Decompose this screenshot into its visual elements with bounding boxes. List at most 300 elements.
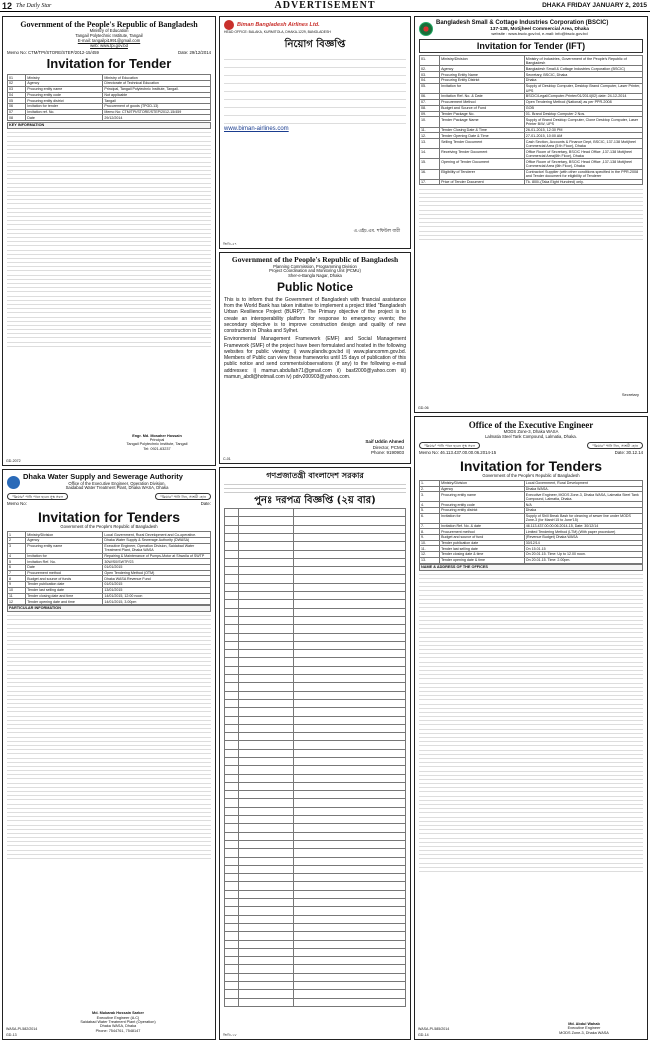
table-cell — [225, 807, 239, 815]
row-number: 05 — [8, 98, 26, 104]
table-cell — [225, 915, 239, 923]
table-cell — [225, 509, 239, 517]
table-row — [420, 139, 643, 149]
table-cell — [225, 675, 239, 683]
table-cell — [225, 724, 239, 732]
table-cell — [225, 683, 239, 691]
table-cell — [293, 675, 405, 683]
table-row — [225, 600, 406, 608]
tender-table — [419, 480, 643, 564]
table-cell — [225, 816, 239, 824]
row-label: Procuring entity district — [26, 98, 103, 104]
row-label: Invitation Ref. No. & Date — [440, 94, 525, 100]
table-cell — [225, 940, 239, 948]
table-row — [225, 550, 406, 558]
tender-title: Invitation for Tenders — [37, 509, 181, 526]
table-cell — [293, 608, 405, 616]
row-number: 16. — [420, 169, 440, 179]
masthead — [0, 0, 650, 12]
table-cell — [293, 940, 405, 948]
row-number: 07 — [8, 109, 26, 115]
row-number: 04. — [420, 78, 440, 84]
table-cell — [293, 691, 405, 699]
table-cell — [225, 658, 239, 666]
office-lines — [224, 481, 406, 492]
memo-number: Memo No: — [7, 501, 27, 507]
table-cell — [293, 716, 405, 724]
table-row — [225, 982, 406, 990]
lged-retender-ad — [219, 467, 411, 1040]
table-row — [225, 874, 406, 882]
signatory-name: Md. Mubarak Hossain Sarker — [92, 1011, 144, 1016]
table-cell — [225, 874, 239, 882]
table-cell — [293, 915, 405, 923]
table-cell — [225, 533, 239, 541]
row-number: 02. — [420, 66, 440, 72]
table-cell — [293, 816, 405, 824]
table-cell — [225, 666, 239, 674]
row-number: 04 — [8, 92, 26, 98]
table-cell — [293, 550, 405, 558]
table-cell — [293, 600, 405, 608]
row-value: Repairing & Maintenance of Pumps-Motor at Shwolla of SWTP — [103, 553, 211, 559]
table-row — [225, 791, 406, 799]
row-number: 06 — [8, 103, 26, 109]
table-cell — [239, 699, 293, 707]
signatory-phone: Phone: 7544761, 7548147 — [95, 1028, 141, 1033]
section-title: ADVERTISEMENT — [274, 0, 376, 11]
row-number: 10. — [420, 117, 440, 127]
row-number: 08 — [8, 115, 26, 121]
corp-address: 137-138, Motijheel Commercial Area, Dhaka — [490, 26, 589, 32]
table-cell — [239, 948, 293, 956]
table-cell — [225, 948, 239, 956]
table-cell — [239, 957, 293, 965]
bscic-tender-ad — [414, 16, 648, 413]
dhaka-wasa-tender-ad — [2, 469, 216, 1040]
row-value: Tangail — [103, 98, 211, 104]
row-value: 01/01/2015 — [103, 582, 211, 588]
row-number: 4. — [420, 502, 440, 508]
row-label: Procurement method — [26, 570, 103, 576]
table-cell — [225, 741, 239, 749]
table-row — [225, 940, 406, 948]
table-row — [8, 115, 211, 121]
head-office-address: HEAD OFFICE: BALAKA, KURMITOLA, DHAKA-1229, BANGLADESH — [224, 30, 331, 34]
row-number: 11. — [420, 127, 440, 133]
table-cell — [239, 509, 293, 517]
table-cell — [293, 658, 405, 666]
table-cell — [225, 592, 239, 600]
table-cell — [225, 716, 239, 724]
tender-title: Invitation for Tender — [46, 56, 172, 72]
row-label: Ministry/Division — [440, 480, 525, 486]
unit: Project Coordination and Monitoring Unit (PCMU) — [269, 268, 361, 274]
slogan-1: "ক্লিয়ার" পানি পানে হবেন সুস্থ সবল — [7, 493, 68, 500]
tender-title: Invitation for Tender (IFT) — [419, 39, 643, 53]
table-row — [225, 766, 406, 774]
row-number: 01 — [8, 75, 26, 81]
notice-title: নিয়োগ বিজ্ঞপ্তি — [284, 38, 346, 50]
table-cell — [225, 957, 239, 965]
table-row — [225, 799, 406, 807]
table-row — [225, 724, 406, 732]
table-cell — [293, 907, 405, 915]
row-value: BSCIC/Legal/Computer-Printer/01/2014(02) date: 24-12-2014 — [524, 94, 642, 100]
table-row — [420, 513, 643, 523]
table-cell — [225, 766, 239, 774]
table-cell — [239, 807, 293, 815]
row-label: Receiving Tender Document — [440, 149, 525, 159]
row-number: 2. — [420, 486, 440, 492]
table-row — [225, 782, 406, 790]
table-cell — [293, 650, 405, 658]
table-row — [420, 66, 643, 72]
table-row — [225, 641, 406, 649]
table-cell — [225, 633, 239, 641]
table-cell — [239, 724, 293, 732]
ad-code: GD-06 — [418, 405, 429, 410]
table-row — [420, 179, 643, 185]
retender-table — [224, 508, 406, 1007]
table-row — [420, 159, 643, 169]
row-label: Procuring entity code — [26, 92, 103, 98]
table-cell — [225, 832, 239, 840]
row-label: Budget and source of funds — [26, 576, 103, 582]
signature-block — [107, 434, 207, 451]
table-cell — [293, 583, 405, 591]
signatory-name: Engr. Md. Mosaher Hossain — [132, 433, 182, 438]
row-number: 12. — [420, 133, 440, 139]
table-cell — [225, 650, 239, 658]
row-value: Executive Engineer, Operation Division, Saidabad Water Treatment Plant, Dhaka WASA — [103, 543, 211, 553]
signatory-org: Dhaka WASA, Dhaka — [99, 1024, 137, 1029]
row-value: 01/01/2015 — [103, 564, 211, 570]
table-cell — [239, 592, 293, 600]
table-cell — [239, 666, 293, 674]
table-cell — [225, 907, 239, 915]
biman-recruitment-ad — [219, 16, 411, 249]
table-row — [420, 117, 643, 127]
table-cell — [239, 774, 293, 782]
signatory: Secretary — [621, 392, 639, 398]
table-cell — [239, 558, 293, 566]
table-row — [225, 658, 406, 666]
ad-code: WASA-PI-585/2014 — [418, 1026, 450, 1031]
table-cell — [293, 749, 405, 757]
row-label: Invitation for tender — [26, 103, 103, 109]
table-cell — [225, 782, 239, 790]
table-row — [225, 907, 406, 915]
row-label: Budget and source of fund — [440, 534, 525, 540]
row-value: Contractor/ Supplier (with other conditions specified in the PPR-2008 and Tender document for eligibility of Tenderer — [524, 169, 642, 179]
tender-table — [419, 55, 643, 185]
row-label: Invitation for — [440, 513, 525, 523]
table-row — [225, 691, 406, 699]
corp-name: Bangladesh Small & Cottage Industries Corporation (BSCIC) — [436, 20, 609, 26]
zone: MODS Zone-3, Dhaka WASA — [503, 429, 559, 435]
email-link[interactable]: E-mail: tangailpi1991@gmail.com — [77, 37, 141, 43]
ad-code-2: GD-13 — [6, 1032, 17, 1037]
row-number: 6. — [420, 513, 440, 523]
corp-website[interactable]: website : www.bscic.gov.bd, e-mail: info@bscic.gov.bd — [491, 31, 588, 37]
table-row — [225, 890, 406, 898]
table-cell — [225, 542, 239, 550]
table-cell — [239, 816, 293, 824]
table-cell — [239, 874, 293, 882]
row-value: Dhaka WASA. — [524, 486, 642, 492]
table-cell — [239, 683, 293, 691]
table-row — [225, 525, 406, 533]
row-label: Budget and Source of Fund — [440, 105, 525, 111]
slogan-2: "ক্লিয়ার" পানি নিন, সাশ্রয়ী হোন — [587, 442, 643, 449]
memo-number: Memo No: 46.113.437.00.00.06.2014-15 — [419, 450, 497, 456]
table-cell — [239, 965, 293, 973]
table-cell — [225, 890, 239, 898]
row-value: (Revenue Budget) Dhaka WASA — [524, 534, 642, 540]
website-link[interactable]: www.biman-airlines.com — [224, 126, 289, 133]
table-cell — [293, 533, 405, 541]
gov-heading: Government of the People's Republic of Bangladesh — [20, 20, 198, 29]
address: Saidabad Water Treatment Plant, Dhaka WASA, Dhaka — [65, 485, 169, 491]
name-address-heading: NAME & ADDRESS OF THE OFFICES — [419, 564, 643, 571]
table-cell — [239, 625, 293, 633]
table-row — [225, 857, 406, 865]
row-value: Ministry of Education — [103, 75, 211, 81]
row-label: Tender last selling date — [26, 587, 103, 593]
row-value: 30W/S0/SWTP/23 — [103, 559, 211, 565]
table-row — [420, 99, 643, 105]
ad-code: C-01 — [223, 456, 231, 461]
table-row — [225, 633, 406, 641]
table-cell — [225, 965, 239, 973]
signatory-tel: Tel: 0921-63237 — [143, 446, 171, 451]
table-row — [225, 973, 406, 981]
web-link[interactable]: web: www.tpi.gov.bd — [90, 42, 128, 48]
ministry: Ministry of Education — [89, 28, 129, 34]
table-row — [225, 625, 406, 633]
row-label: Invitation Ref. No. & date — [440, 523, 525, 529]
table-cell — [239, 940, 293, 948]
row-label: Agency — [26, 537, 103, 543]
table-cell — [239, 716, 293, 724]
row-label: Date — [26, 115, 103, 121]
table-row — [225, 840, 406, 848]
signatory: এ.এইচ.এম. শফিউল বারী — [353, 228, 400, 234]
row-number: 03 — [8, 86, 26, 92]
table-cell — [225, 550, 239, 558]
table-row — [420, 56, 643, 66]
row-number: 8. — [420, 529, 440, 535]
table-row — [225, 675, 406, 683]
table-cell — [225, 998, 239, 1006]
table-cell — [225, 882, 239, 890]
table-cell — [239, 782, 293, 790]
table-cell — [293, 575, 405, 583]
signatory-phone: Phone: 9190903 — [370, 449, 404, 455]
table-row — [225, 923, 406, 931]
table-row — [420, 83, 643, 93]
tender-title: Invitation for Tenders — [459, 458, 603, 475]
table-cell — [239, 932, 293, 940]
wasa-logo-icon — [7, 476, 20, 489]
table-cell — [239, 799, 293, 807]
table-cell — [239, 542, 293, 550]
memo-date: Date: 29/12/2014 — [178, 49, 211, 55]
table-row — [8, 599, 211, 605]
row-label: Agency — [26, 81, 103, 87]
row-value: Local Government, Rural Development and Co-operative. — [103, 532, 211, 538]
row-label: Tender publication date — [26, 582, 103, 588]
table-cell — [239, 899, 293, 907]
table-row — [8, 553, 211, 559]
table-cell — [293, 641, 405, 649]
ad-code-2: GD-14 — [418, 1032, 429, 1037]
biman-logo-icon — [224, 20, 234, 30]
table-row — [225, 965, 406, 973]
row-number: 03. — [420, 72, 440, 78]
table-cell — [225, 517, 239, 525]
key-information-heading: KEY INFORMATION — [7, 122, 211, 129]
table-cell — [225, 616, 239, 624]
table-cell — [293, 865, 405, 873]
paper-name: The Daily Star — [16, 3, 52, 9]
row-number: 14. — [420, 149, 440, 159]
row-label: Ministry — [26, 75, 103, 81]
table-row — [225, 899, 406, 907]
table-row — [225, 832, 406, 840]
table-cell — [225, 849, 239, 857]
ad-code: জিডি-১৮ — [223, 1032, 237, 1037]
notice-title: Public Notice — [276, 280, 353, 295]
row-number: 9 — [8, 582, 26, 588]
ad-code: GD-2072 — [6, 458, 21, 463]
table-cell — [293, 567, 405, 575]
retender-title: পুনঃ দরপত্র বিজ্ঞপ্তি (২য় বার) — [254, 494, 376, 506]
table-cell — [225, 641, 239, 649]
table-cell — [239, 849, 293, 857]
table-cell — [293, 957, 405, 965]
row-label: Selling Tender Document — [440, 139, 525, 149]
tender-table — [7, 531, 211, 605]
table-row — [225, 882, 406, 890]
row-label: Invitation ref. No. — [26, 109, 103, 115]
row-label: Date — [26, 564, 103, 570]
memo-date: Date: — [200, 501, 211, 507]
row-number: 11 — [8, 593, 26, 599]
signatory-designation: Executive Engineer (A.C) — [96, 1015, 140, 1020]
row-number: 08. — [420, 105, 440, 111]
row-number: 06. — [420, 94, 440, 100]
row-label: Tender closing date and time — [26, 593, 103, 599]
row-number: 3. — [420, 492, 440, 502]
table-cell — [225, 567, 239, 575]
table-row — [8, 537, 211, 543]
pcmu-public-notice-ad — [219, 252, 411, 464]
table-cell — [239, 658, 293, 666]
row-value: Dhaka WASA Revenue Fund — [103, 576, 211, 582]
table-cell — [293, 857, 405, 865]
table-cell — [293, 899, 405, 907]
row-number: 2 — [8, 537, 26, 543]
ad-code: জিডি-৫৭ — [223, 241, 237, 246]
table-row — [225, 583, 406, 591]
table-cell — [293, 791, 405, 799]
table-cell — [293, 998, 405, 1006]
row-value: Limited Tendering Method (LTM) (With paper procedure) — [524, 529, 642, 535]
row-label: Tender publication date — [440, 540, 525, 546]
row-number: 07. — [420, 99, 440, 105]
row-label: Procurement Method — [440, 99, 525, 105]
table-cell — [293, 840, 405, 848]
row-number: 13. — [420, 139, 440, 149]
table-row — [420, 94, 643, 100]
table-cell — [239, 757, 293, 765]
memo-number: Memo No: CTM/TPI/STORE/STEP/2012-15/459 — [7, 49, 99, 55]
page-number: 12 — [2, 1, 13, 11]
table-cell — [239, 583, 293, 591]
table-cell — [293, 890, 405, 898]
signature-block — [529, 1022, 639, 1035]
row-value: Bangladesh Small & Cottage Industries Corporation (BSCIC) — [524, 66, 642, 72]
row-label: Agency — [440, 486, 525, 492]
table-row — [225, 932, 406, 940]
table-row — [225, 749, 406, 757]
table-cell — [293, 807, 405, 815]
table-cell — [225, 799, 239, 807]
table-row — [420, 492, 643, 502]
table-cell — [225, 990, 239, 998]
table-cell — [239, 882, 293, 890]
row-value: 13/01/2015 — [103, 587, 211, 593]
table-cell — [293, 542, 405, 550]
row-label: Price of Tender Document — [440, 179, 525, 185]
row-number: 5. — [420, 507, 440, 513]
row-label: Procuring entity district — [440, 507, 525, 513]
row-value: 26-01-2015, 12:30 PM — [524, 127, 642, 133]
table-cell — [225, 600, 239, 608]
table-cell — [293, 982, 405, 990]
row-value: Dhaka Water Supply & Sewerage Authority (DWASA) — [103, 537, 211, 543]
table-row — [225, 998, 406, 1006]
table-row — [225, 666, 406, 674]
row-number: 4 — [8, 553, 26, 559]
row-value: Supply of Brand Desktop Computer, Clone Desktop Computer, Laser Printer B/W, UPS — [524, 117, 642, 127]
ad-code: WASA-PI-582/2014 — [6, 1026, 38, 1031]
table-cell — [293, 932, 405, 940]
row-number: 13. — [420, 557, 440, 563]
table-cell — [293, 990, 405, 998]
table-cell — [239, 708, 293, 716]
table-row — [420, 557, 643, 563]
table-cell — [239, 600, 293, 608]
table-cell — [225, 899, 239, 907]
table-cell — [293, 724, 405, 732]
table-cell — [293, 874, 405, 882]
row-number: 1 — [8, 532, 26, 538]
table-row — [225, 741, 406, 749]
table-cell — [225, 625, 239, 633]
table-cell — [293, 666, 405, 674]
row-value: N/A — [524, 502, 642, 508]
table-cell — [239, 840, 293, 848]
row-label: Procuring Entity District — [440, 78, 525, 84]
table-cell — [293, 699, 405, 707]
table-cell — [239, 691, 293, 699]
table-cell — [239, 749, 293, 757]
table-row — [225, 807, 406, 815]
row-value: Supply of Shill Break Bash for cleaning of sewer line under MODS Zone-3 (for March'15 to June'15) — [524, 513, 642, 523]
